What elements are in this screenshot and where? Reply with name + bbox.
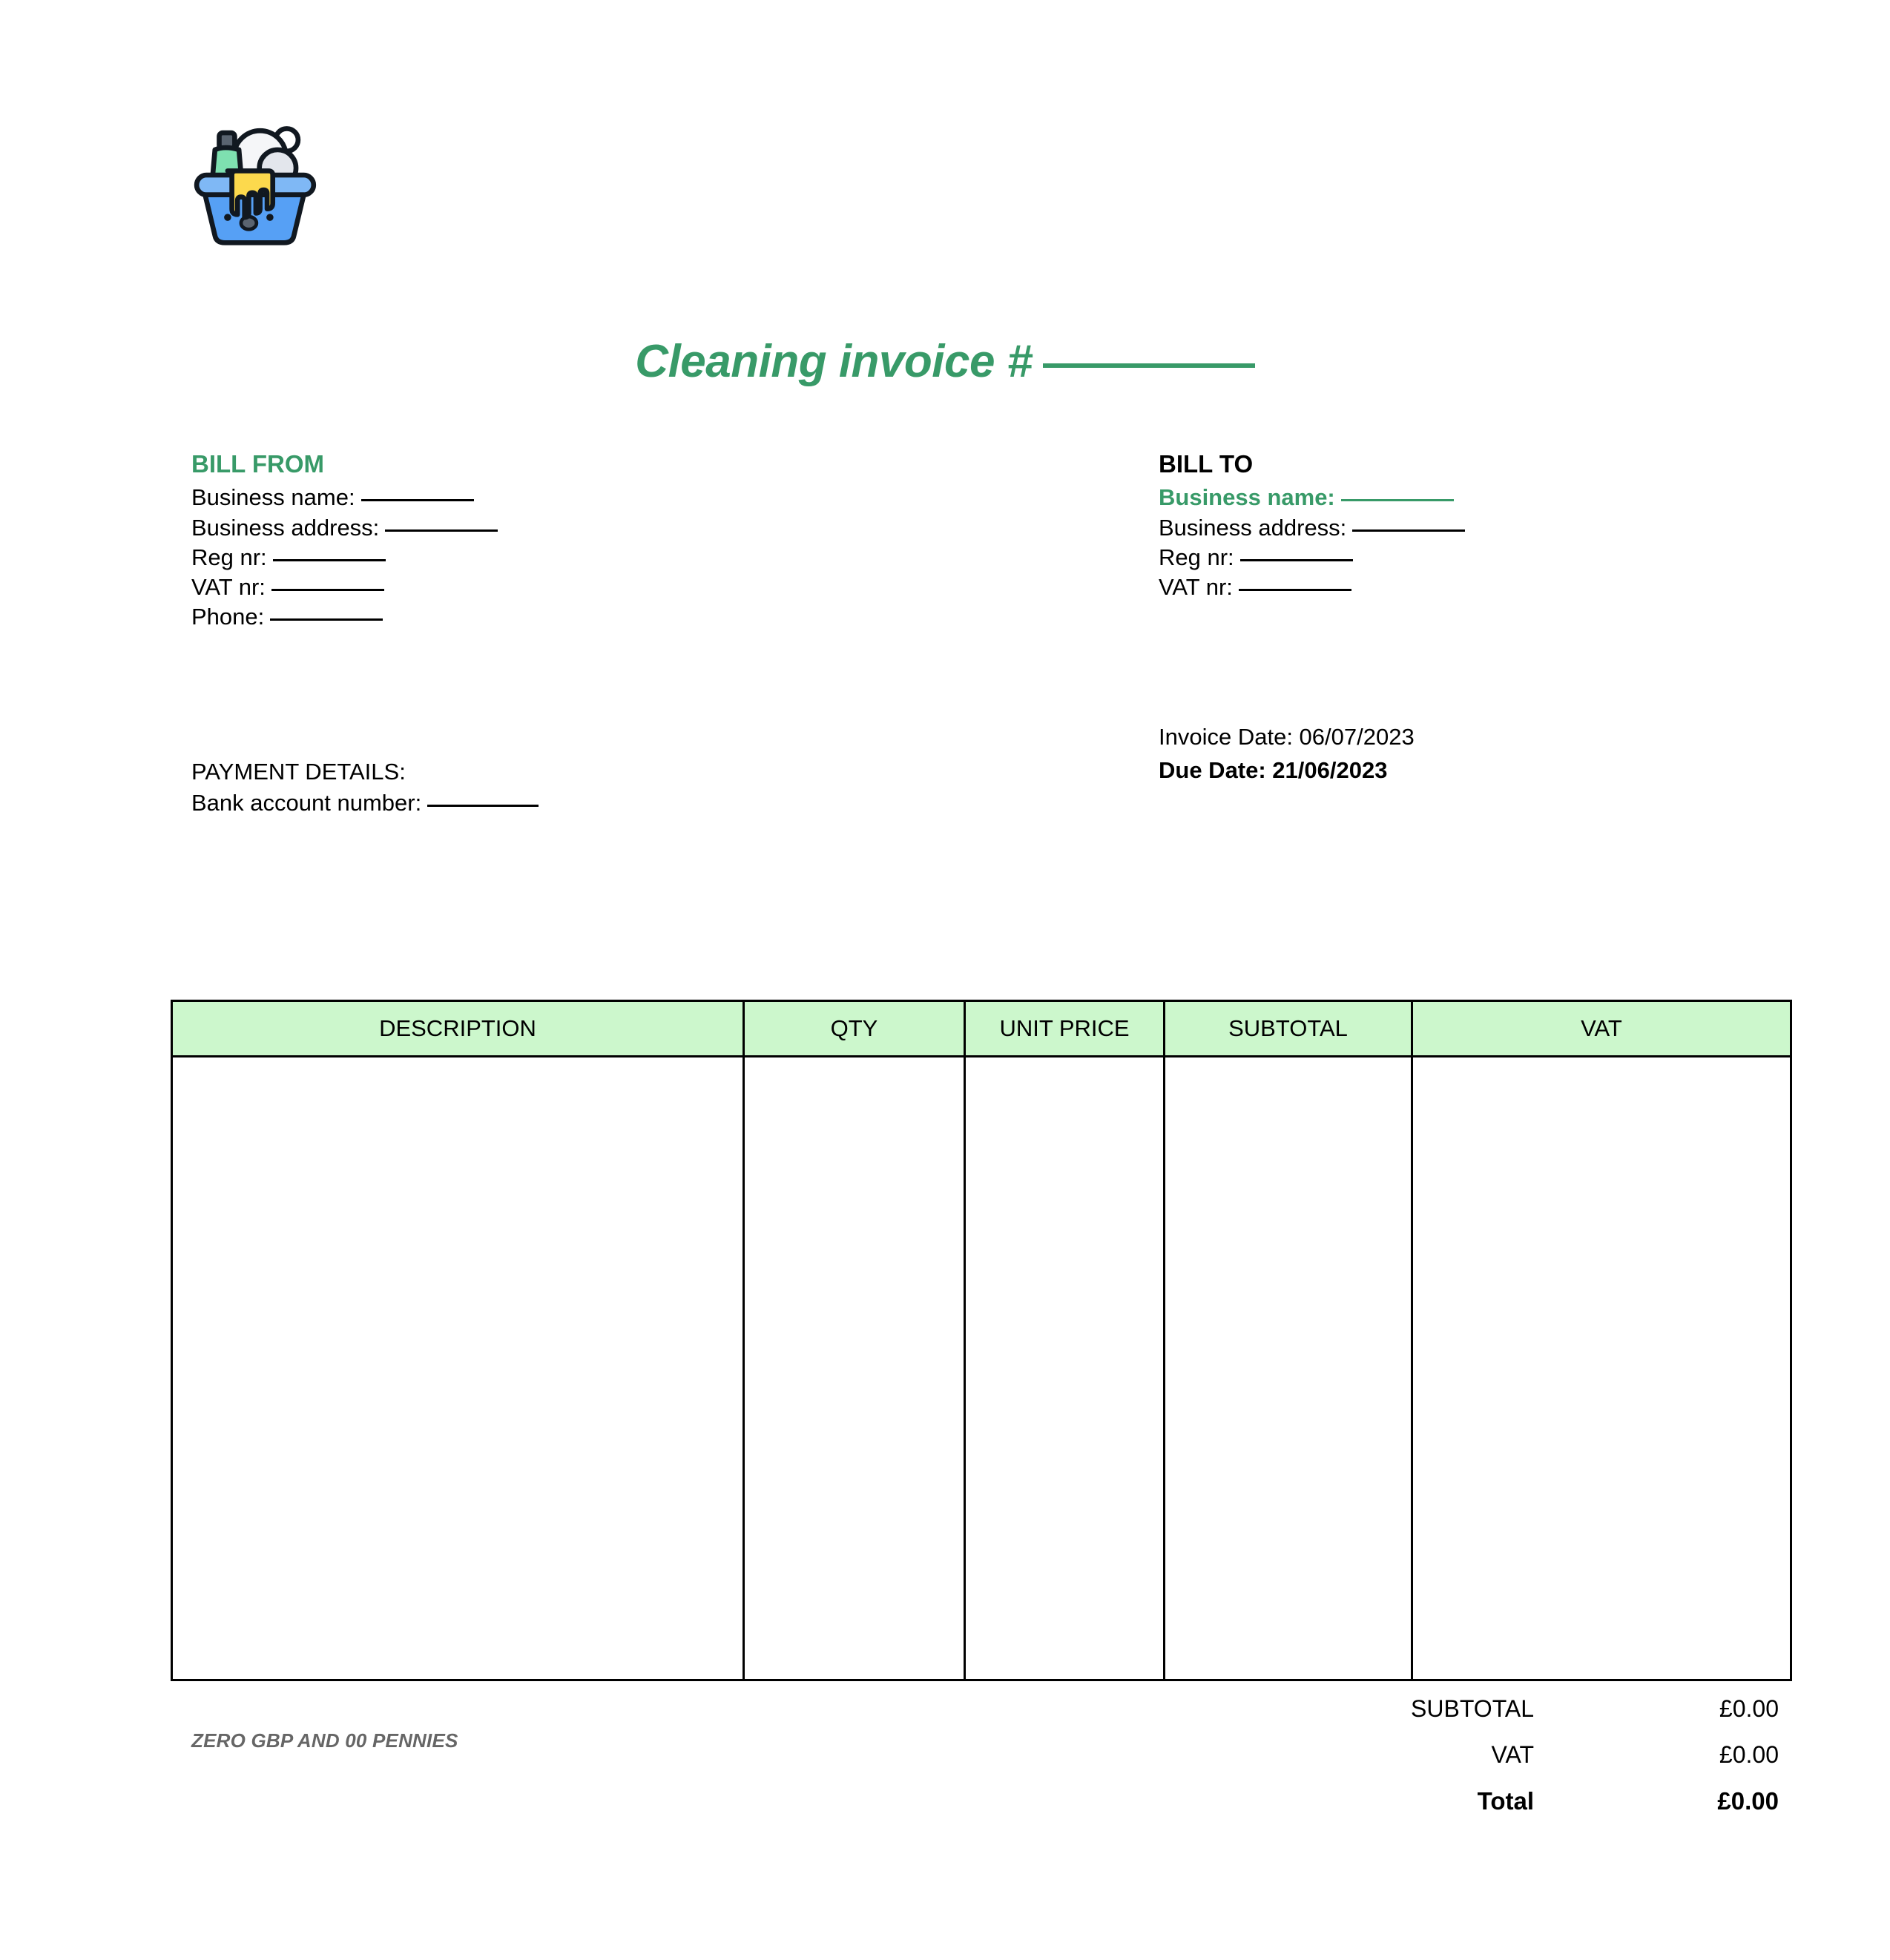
- subtotal-label: SUBTOTAL: [1411, 1695, 1534, 1722]
- column-header-unit-price: UNIT PRICE: [965, 1001, 1165, 1057]
- bill-from-business-name: [191, 483, 785, 512]
- bill-to-business-address: [1159, 513, 1752, 543]
- cell-qty[interactable]: [744, 1057, 965, 1680]
- bill-from-block: [191, 449, 785, 633]
- table-body: [172, 1057, 1791, 1680]
- bill-to-vat-nr-label: VAT nr:: [1159, 574, 1233, 601]
- bill-to-business-address-label: Business address:: [1159, 514, 1347, 541]
- column-header-subtotal: SUBTOTAL: [1165, 1001, 1412, 1057]
- dates-block: [1159, 721, 1752, 788]
- bill-from-vat-nr-input[interactable]: [271, 589, 384, 591]
- cell-vat[interactable]: [1412, 1057, 1791, 1680]
- total-value: £0.00: [1717, 1787, 1779, 1815]
- bill-from-phone-input[interactable]: [270, 618, 383, 621]
- bill-from-reg-nr-label: Reg nr:: [191, 544, 267, 570]
- amount-in-words: ZERO GBP AND 00 PENNIES: [191, 1729, 458, 1752]
- bill-from-vat-nr: [191, 573, 785, 602]
- payment-details-heading: PAYMENT DETAILS:: [191, 759, 406, 785]
- bill-from-business-name-label: Business name:: [191, 484, 355, 511]
- invoice-title-row: [0, 335, 1890, 388]
- bank-account-number: [191, 788, 859, 819]
- bill-from-business-address-input[interactable]: [385, 529, 498, 532]
- bill-from-heading: BILL FROM: [191, 450, 325, 478]
- bill-to-vat-nr: [1159, 573, 1752, 602]
- bill-to-business-address-input[interactable]: [1352, 529, 1465, 532]
- cell-subtotal[interactable]: [1165, 1057, 1412, 1680]
- payment-details-block: [191, 756, 859, 819]
- bill-to-reg-nr-input[interactable]: [1240, 559, 1353, 561]
- subtotal-value: £0.00: [1719, 1695, 1779, 1722]
- bill-to-heading: BILL TO: [1159, 450, 1254, 478]
- bill-to-business-name-input[interactable]: [1341, 499, 1454, 501]
- bill-to-reg-nr: [1159, 543, 1752, 573]
- bill-from-vat-nr-label: VAT nr:: [191, 574, 266, 601]
- vat-value: £0.00: [1719, 1741, 1779, 1768]
- page-title: Cleaning invoice #: [635, 336, 1033, 387]
- bill-from-reg-nr: [191, 543, 785, 573]
- bill-from-business-address-label: Business address:: [191, 514, 380, 541]
- bill-from-reg-nr-input[interactable]: [273, 559, 386, 561]
- cell-description[interactable]: [172, 1057, 744, 1680]
- totals-block: [1068, 1697, 1779, 1835]
- cell-unit-price[interactable]: [965, 1057, 1165, 1680]
- bank-account-number-input[interactable]: [427, 805, 539, 807]
- invoice-number-blank[interactable]: [1043, 363, 1255, 368]
- line-items-table: [171, 1000, 1792, 1681]
- column-header-description: DESCRIPTION: [172, 1001, 744, 1057]
- totals-row-vat: [1068, 1743, 1779, 1766]
- total-label: Total: [1477, 1787, 1534, 1815]
- table-row: [172, 1057, 1791, 1680]
- bill-to-block: [1159, 449, 1752, 602]
- bill-to-business-name-label: Business name:: [1159, 484, 1335, 511]
- cleaning-bucket-logo: [184, 102, 325, 251]
- totals-row-subtotal: [1068, 1697, 1779, 1720]
- bill-from-business-name-input[interactable]: [361, 499, 474, 501]
- bill-to-vat-nr-input[interactable]: [1239, 589, 1351, 591]
- column-header-vat: VAT: [1412, 1001, 1791, 1057]
- bill-from-phone-label: Phone:: [191, 604, 265, 630]
- due-date: Due Date: 21/06/2023: [1159, 756, 1388, 783]
- bill-from-business-address: [191, 513, 785, 543]
- bank-account-number-label: Bank account number:: [191, 790, 422, 816]
- column-header-qty: QTY: [744, 1001, 965, 1057]
- vat-label: VAT: [1491, 1741, 1534, 1768]
- bill-from-phone: [191, 602, 785, 632]
- bill-to-business-name: [1159, 483, 1752, 512]
- table-header: [172, 1001, 1791, 1057]
- invoice-date: Invoice Date: 06/07/2023: [1159, 724, 1415, 750]
- totals-row-total: [1068, 1789, 1779, 1813]
- table-header-row: [172, 1001, 1791, 1057]
- bill-to-reg-nr-label: Reg nr:: [1159, 544, 1234, 570]
